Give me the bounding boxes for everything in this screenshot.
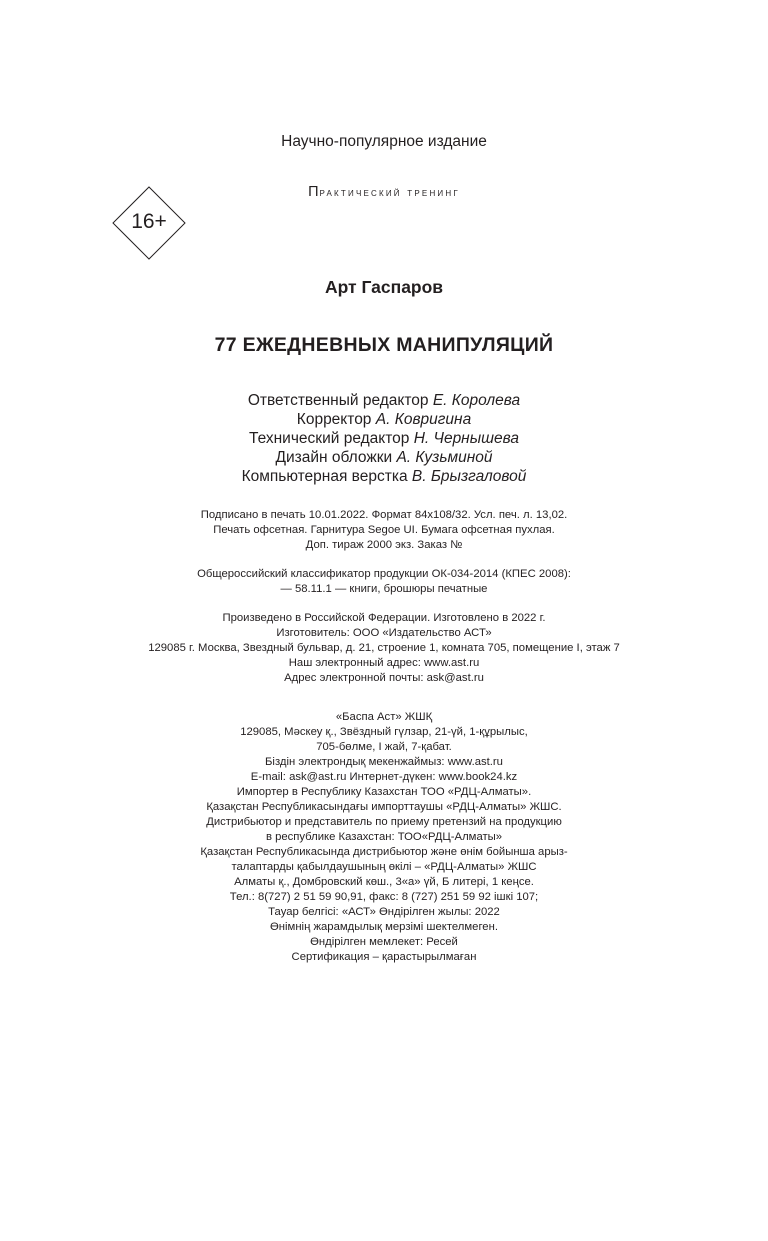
- print-info-line: Подписано в печать 10.01.2022. Формат 84x108/32. Усл. печ. л. 13,02.: [200, 509, 568, 521]
- kz-info-line: Сертификация – қарастырылмаған: [291, 951, 477, 963]
- kz-info-line: 705-бөлме, I жай, 7-қабат.: [316, 741, 452, 753]
- series-rest: рактический тренинг: [319, 185, 460, 199]
- classifier-block: [0, 567, 768, 597]
- kz-info-line: Тауар белгісі: «АСТ» Өндірілген жылы: 2022: [268, 906, 500, 918]
- kz-info-line: талаптарды қабылдаушының өкілі – «РДЦ-Алматы» ЖШС: [231, 861, 537, 873]
- credits-block: [0, 391, 768, 486]
- kz-info-line: Тел.: 8(727) 2 51 59 90,91, факс: 8 (727) 251 59 92 ішкі 107;: [229, 891, 539, 903]
- credit-person: Е. Королева: [432, 392, 521, 409]
- credit-person: Н. Чернышева: [413, 430, 519, 447]
- kz-info-line: «Баспа Аст» ЖШҚ: [335, 711, 433, 723]
- classifier-line: — 58.11.1 — книги, брошюры печатные: [280, 583, 488, 595]
- manufacturer-line: Произведено в Российской Федерации. Изготовлено в 2022 г.: [222, 612, 546, 624]
- classifier-line: Общероссийский классификатор продукции ОК-034-2014 (КПЕС 2008):: [197, 568, 571, 580]
- kazakhstan-info-block: [0, 710, 768, 965]
- credit-line: Корректор А. Ковригина: [296, 411, 472, 428]
- kz-info-line: 129085, Мәскеу қ., Звёздный гүлзар, 21-үй, 1-құрылыс,: [240, 726, 528, 738]
- book-title: 77 ЕЖЕДНЕВНЫХ МАНИПУЛЯЦИЙ: [214, 334, 554, 356]
- series-first-letter: П: [308, 184, 320, 200]
- kz-info-line: Өндірілген мемлекет: Ресей: [310, 936, 458, 948]
- kz-info-line: Қазақстан Республикасында дистрибьютор және өнім бойынша арыз-: [200, 846, 568, 858]
- kz-info-line: Алматы қ., Домбровский көш., 3«а» үй, Б литері, 1 кеңсе.: [234, 876, 534, 888]
- kz-info-line: Қазақстан Республикасындағы импорттаушы «РДЦ-Алматы» ЖШС.: [206, 801, 562, 813]
- manufacturer-line: 129085 г. Москва, Звездный бульвар, д. 21, строение 1, комната 705, помещение I, этаж 7: [148, 642, 620, 654]
- age-rating-label: 16+: [131, 210, 167, 233]
- age-rating-badge: [112, 186, 186, 260]
- manufacturer-line: Адрес электронной почты: ask@ast.ru: [284, 672, 484, 684]
- kz-info-line: Өнімнің жарамдылық мерзімі шектелмеген.: [270, 921, 498, 933]
- print-info-block: [0, 508, 768, 553]
- kz-info-line: Дистрибьютор и представитель по приему претензий на продукцию: [206, 816, 562, 828]
- credit-person: А. Кузьминой: [396, 449, 493, 466]
- kz-info-line: E-mail: ask@ast.ru Интернет-дүкен: www.book24.kz: [250, 771, 518, 783]
- print-info-line: Доп. тираж 2000 экз. Заказ №: [305, 539, 463, 551]
- kz-info-line: Біздін электрондық мекенжаймыз: www.ast.ru: [265, 756, 503, 768]
- edition-type: Научно-популярное издание: [281, 133, 487, 150]
- manufacturer-line: Наш электронный адрес: www.ast.ru: [288, 657, 480, 669]
- credit-line: Ответственный редактор Е. Королева: [247, 392, 521, 409]
- credit-line: Дизайн обложки А. Кузьминой: [275, 449, 493, 466]
- credit-person: А. Ковригина: [375, 411, 472, 428]
- manufacturer-block: [0, 611, 768, 686]
- print-info-line: Печать офсетная. Гарнитура Segoe UI. Бумага офсетная пухлая.: [213, 524, 555, 536]
- credit-line: Технический редактор Н. Чернышева: [249, 430, 519, 447]
- credit-person: В. Брызгаловой: [411, 468, 527, 485]
- kz-info-line: Импортер в Республику Казахстан ТОО «РДЦ-Алматы».: [236, 786, 532, 798]
- credit-line: Компьютерная верстка В. Брызгаловой: [241, 468, 527, 485]
- manufacturer-line: Изготовитель: ООО «Издательство АСТ»: [276, 627, 492, 639]
- author-name: Арт Гаспаров: [324, 277, 444, 297]
- kz-info-line: в республике Казахстан: ТОО«РДЦ-Алматы»: [265, 831, 503, 843]
